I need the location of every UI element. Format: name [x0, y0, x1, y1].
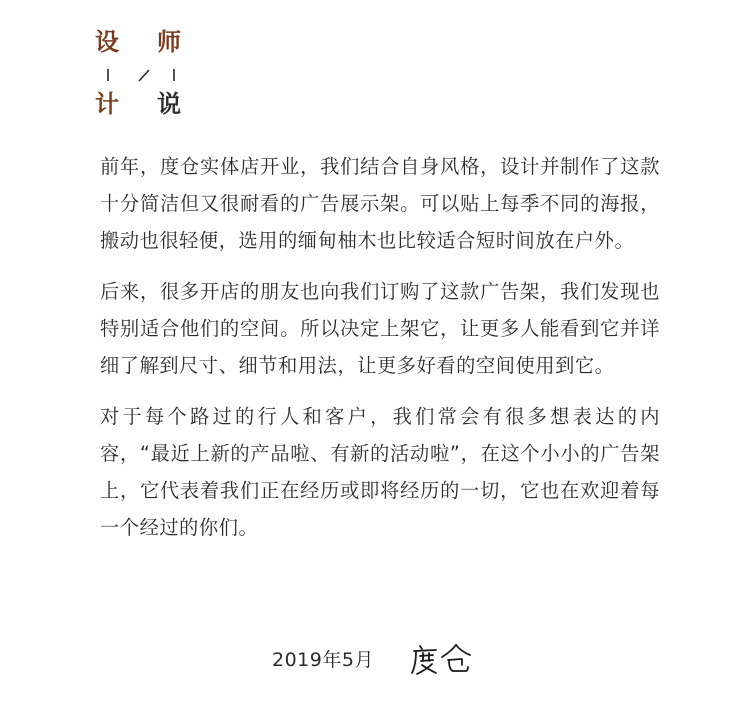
badge-char-bottom-left: 计 — [95, 90, 119, 118]
badge-char-top-right: 师 — [157, 28, 181, 56]
handwritten-signature — [410, 638, 472, 678]
badge-char-top-left: 设 — [95, 28, 119, 56]
paragraph-2: 后来，很多开店的朋友也向我们订购了这款广告架，我们发现也特别适合他们的空间。所以决定上架它，让更多人能看到它并详细了解到尺寸、细节和用法，让更多好看的空间使用到它。 — [100, 280, 660, 377]
paragraph-1: 前年，度仓实体店开业，我们结合自身风格，设计并制作了这款十分简洁但又很耐看的广告展示架。可以贴上每季不同的海报，搬动也很轻便，选用的缅甸柚木也比较适合短时间放在户外。 — [100, 155, 660, 252]
paragraph-3: 对于每个路过的行人和客户，我们常会有很多想表达的内容，“最近上新的产品啦、有新的活动啦”，在这个小小的广告架上，它代表着我们正在经历或即将经历的一切，它也在欢迎着每一个经过的你们。 — [100, 405, 660, 539]
article-body — [100, 148, 660, 560]
designer-says-badge — [95, 30, 191, 122]
badge-char-bottom-right: 说 — [157, 90, 181, 118]
date-text: 2019年5月 — [272, 648, 374, 671]
signature-footer — [272, 638, 472, 678]
